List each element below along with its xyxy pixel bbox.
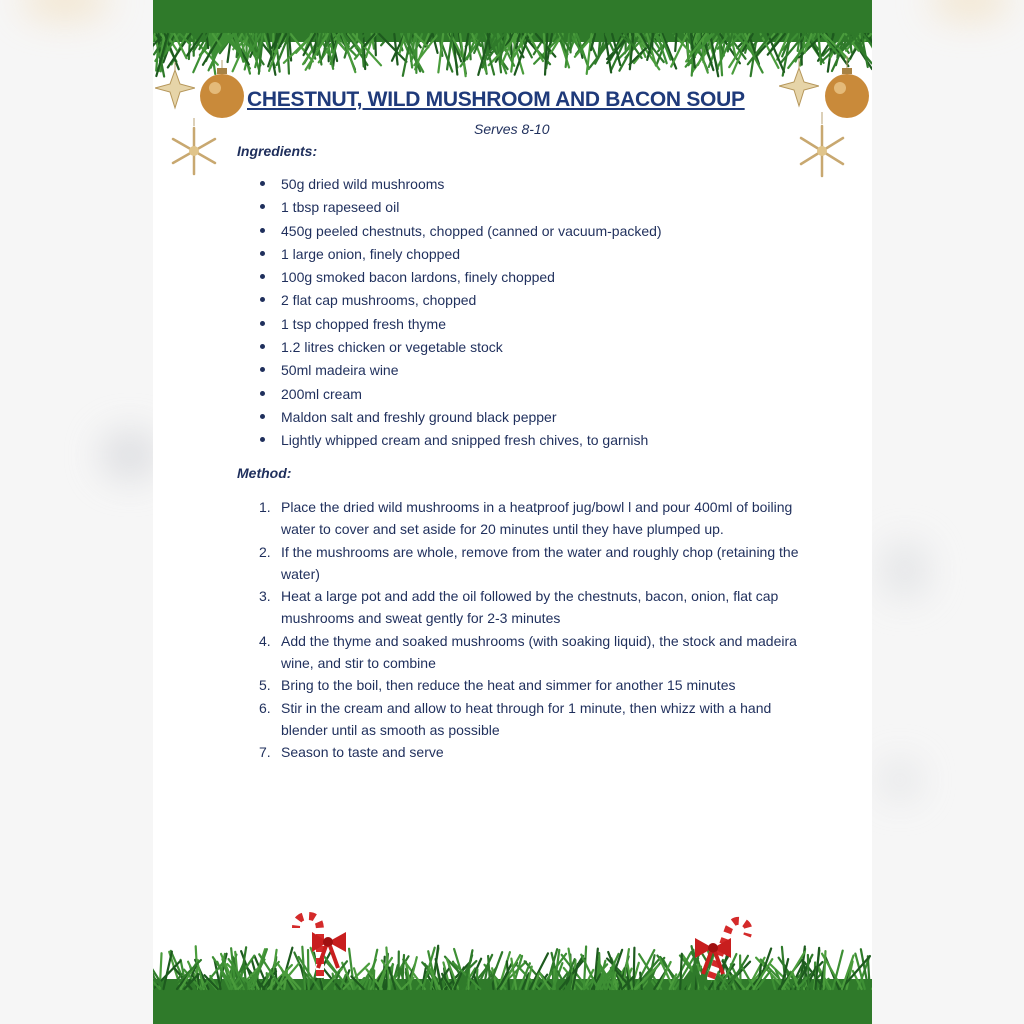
pine-garland-top [153,0,872,80]
ingredient-item: 1 tbsp rapeseed oil [259,197,819,220]
ingredients-heading: Ingredients: [237,143,318,159]
step-text: Place the dried wild mushrooms in a heatproof jug/bowl l and pour 400ml of boiling water to cover and set aside for 20 minutes until they have plumped up. [281,499,793,538]
step-text: Stir in the cream and allow to heat through for 1 minute, then whizz with a hand blender until as smooth as possible [281,699,772,738]
ingredient-item: Maldon salt and freshly ground black pepper [259,407,819,430]
star-icon [155,62,195,110]
method-step [259,674,799,696]
ingredient-item: 50g dried wild mushrooms [259,174,819,197]
step-text: Season to taste and serve [281,744,444,761]
step-number: 2. [259,543,271,560]
ingredient-item: 1.2 litres chicken or vegetable stock [259,337,819,360]
ingredients-list [259,174,819,454]
method-step [259,741,799,763]
pine-garland-bottom [153,919,872,1024]
bauble-icon [197,60,247,122]
method-heading: Method: [237,465,292,481]
step-text: Add the thyme and soaked mushrooms (with soaking liquid), the stock and madeira wine, and stir to combine [281,632,797,672]
step-text: Heat a large pot and add the oil followed by the chestnuts, bacon, onion, flat cap mushrooms and sweat gently for 2-3 minutes [281,588,779,627]
method-list [259,496,799,764]
ingredient-item: 200ml cream [259,384,819,407]
step-number: 5. [259,677,271,694]
ingredient-item: 450g peeled chestnuts, chopped (canned or vacuum-packed) [259,221,819,244]
candy-cane-icon [689,914,755,980]
step-text: If the mushrooms are whole, remove from the water and roughly chop (retaining the water) [281,543,799,582]
step-number: 3. [259,588,271,605]
step-number: 4. [259,632,271,649]
candy-cane-icon [290,910,352,978]
ingredient-item: 2 flat cap mushrooms, chopped [259,290,819,313]
serves-text: Serves 8-10 [474,121,550,137]
recipe-title: CHESTNUT, WILD MUSHROOM AND BACON SOUP [247,88,745,111]
step-number: 6. [259,699,271,716]
snowflake-icon [797,112,847,178]
ingredient-item: 50ml madeira wine [259,360,819,383]
step-number: 1. [259,499,271,515]
ingredient-item: Lightly whipped cream and snipped fresh chives, to garnish [259,430,819,453]
method-step [259,496,799,541]
ingredient-item: 1 large onion, finely chopped [259,244,819,267]
method-step [259,697,799,742]
method-step [259,541,799,586]
ingredient-item: 100g smoked bacon lardons, finely chopped [259,267,819,290]
ingredient-item: 1 tsp chopped fresh thyme [259,314,819,337]
snowflake-icon [169,118,219,176]
method-step [259,585,799,630]
step-number: 7. [259,744,271,761]
method-step [259,630,799,675]
step-text: Bring to the boil, then reduce the heat and simmer for another 15 minutes [281,677,736,694]
